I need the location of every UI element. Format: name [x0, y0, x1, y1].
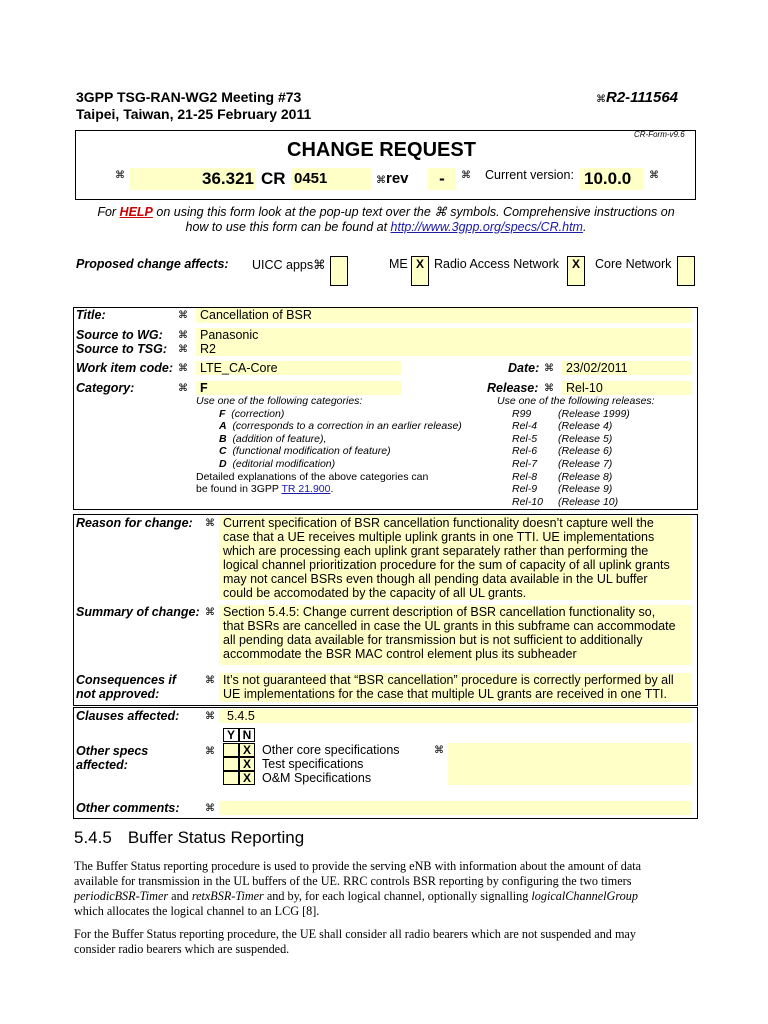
- work-item-label: Work item code:: [76, 361, 174, 375]
- rev-value[interactable]: -: [428, 168, 456, 190]
- summary-field[interactable]: Section 5.4.5: Change current description of BSR cancellation functionality so, that BSRs are cancelled in case the UL grants in this subframe can accommodate all pending data available for transmission but is not sufficient to additionally accommodate the BSR MAC control element plus its subheader: [219, 605, 692, 665]
- command-symbol-icon: ⌘: [205, 675, 215, 686]
- release-item: Rel-4 (Release 4): [512, 420, 613, 433]
- category-item: B (addition of feature),: [219, 432, 327, 445]
- category-item: A (corresponds to a correction in an earlier release): [219, 420, 462, 433]
- command-symbol-icon: ⌘: [596, 94, 606, 105]
- command-symbol-icon: ⌘: [205, 518, 215, 529]
- help-link[interactable]: HELP: [119, 205, 153, 219]
- spec-label: Other core specifications: [262, 743, 400, 757]
- command-symbol-icon: ⌘: [544, 383, 554, 394]
- command-symbol-icon: ⌘: [461, 170, 471, 181]
- meeting-location: Taipei, Taiwan, 21-25 February 2011: [76, 106, 312, 122]
- tr-21900-link[interactable]: TR 21.900: [281, 483, 331, 496]
- source-tsg-label: Source to TSG:: [76, 342, 167, 356]
- form-version: CR-Form-v9.6: [634, 130, 685, 139]
- work-item-field[interactable]: LTE_CA-Core: [196, 361, 402, 375]
- comments-label: Other comments:: [76, 801, 180, 815]
- title-label: Title:: [76, 308, 106, 322]
- command-symbol-icon: ⌘: [205, 607, 215, 618]
- release-item: R99 (Release 1999): [512, 407, 630, 420]
- command-symbol-icon: ⌘: [544, 363, 554, 374]
- source-wg-label: Source to WG:: [76, 328, 163, 342]
- reason-field[interactable]: Current specification of BSR cancellation functionality doesn’t capture well the case that a UE receives multiple uplink grants in one TTI. UE implementations which are processing each uplink grant separately rather than performing the logical channel prioritization procedure for the sum of capacity of all uplink grants may not cancel BSRs even though all pending data available in the UL buffer could be accomodated by the capacity of all UL grants.: [219, 516, 692, 600]
- section-heading: [74, 828, 304, 848]
- spec-label: O&M Specifications: [262, 771, 372, 785]
- summary-label: Summary of change:: [76, 605, 200, 619]
- date-label: Date:: [508, 361, 540, 375]
- command-symbol-icon: ⌘: [115, 170, 125, 181]
- spec-number[interactable]: 36.321: [130, 168, 256, 190]
- help-line2: how to use this form can be found at: [185, 219, 391, 234]
- uicc-checkbox[interactable]: [330, 256, 348, 286]
- category-label: Category:: [76, 381, 135, 395]
- doc-number-block: [596, 89, 678, 106]
- spec-yes-checkbox[interactable]: [223, 771, 239, 785]
- me-label: ME: [389, 257, 408, 271]
- command-symbol-icon: ⌘: [434, 745, 444, 756]
- core-checkbox[interactable]: [677, 256, 695, 286]
- release-item: Rel-9 (Release 9): [512, 483, 613, 496]
- spec-no-checkbox[interactable]: X: [239, 757, 255, 771]
- current-version-label: Current version:: [485, 168, 574, 182]
- other-specs-label-2: affected:: [76, 758, 128, 772]
- command-symbol-icon: ⌘: [376, 175, 386, 186]
- rev-group: [376, 168, 409, 192]
- release-field[interactable]: Rel-10: [562, 381, 692, 395]
- spec-yes-checkbox[interactable]: [223, 743, 239, 757]
- reason-label: Reason for change:: [76, 516, 193, 530]
- doc-number: R2-111564: [606, 89, 678, 106]
- no-column-header: N: [239, 728, 255, 742]
- command-symbol-icon: ⌘: [178, 330, 188, 341]
- help-end: .: [582, 219, 587, 234]
- cr-url-link[interactable]: http://www.3gpp.org/specs/CR.htm: [390, 219, 583, 234]
- clauses-label: Clauses affected:: [76, 709, 180, 723]
- cr-label: CR: [261, 169, 286, 188]
- command-symbol-icon: ⌘: [205, 803, 215, 814]
- change-request-title: CHANGE REQUEST: [287, 139, 476, 161]
- command-symbol-icon: ⌘: [205, 711, 215, 722]
- affects-label: Proposed change affects:: [76, 257, 229, 271]
- consequences-field[interactable]: It’s not guaranteed that “BSR cancellation” procedure is correctly performed by all UE implementations for the case that multiple UL grants are received in one TTI.: [219, 673, 692, 702]
- release-label: Release:: [487, 381, 539, 395]
- release-item: Rel-5 (Release 5): [512, 432, 613, 445]
- spec-no-checkbox[interactable]: X: [239, 771, 255, 785]
- help-text: [76, 205, 696, 234]
- section-title: Buffer Status Reporting: [127, 828, 305, 847]
- yes-column-header: Y: [223, 728, 239, 742]
- command-symbol-icon: ⌘: [178, 310, 188, 321]
- category-field[interactable]: F: [196, 381, 402, 395]
- category-item: C (functional modification of feature): [219, 445, 391, 458]
- core-label: Core Network: [595, 257, 672, 271]
- clauses-field[interactable]: 5.4.5: [219, 709, 692, 723]
- command-symbol-icon: ⌘: [178, 363, 188, 374]
- release-item: Rel-10 (Release 10): [512, 495, 619, 508]
- section-number: 5.4.5: [74, 828, 112, 847]
- spec-yes-checkbox[interactable]: [223, 757, 239, 771]
- consequences-label: Consequences if: [76, 673, 177, 687]
- ran-checkbox[interactable]: X: [567, 256, 585, 286]
- command-symbol-icon: ⌘: [205, 746, 215, 757]
- uicc-label: UICC apps⌘: [252, 258, 326, 272]
- category-detail-2: be found in 3GPP TR 21.900.: [196, 483, 334, 496]
- release-item: Rel-6 (Release 6): [512, 445, 613, 458]
- category-intro: Use one of the following categories:: [196, 395, 363, 407]
- section-paragraph-1: The Buffer Status reporting procedure is used to provide the serving eNB with information about the amount of data available for transmission in the UL buffers of the UE. RRC controls BSR reporting by configuring the two timers periodicBSR-Timer and retxBSR-Timer and by, for each logical channel, optionally signalling logicalChannelGroup which allocates the logical channel to an LCG [8].: [74, 859, 642, 918]
- other-specs-label: Other specs: [76, 744, 149, 758]
- rev-label: rev: [386, 170, 409, 187]
- release-item: Rel-7 (Release 7): [512, 458, 613, 470]
- category-item: D (editorial modification): [219, 458, 336, 470]
- section-paragraph-2: For the Buffer Status reporting procedure, the UE shall consider all radio bearers which are not suspended and may consider radio bearers which are suspended.: [74, 927, 636, 956]
- spec-no-checkbox[interactable]: X: [239, 743, 255, 757]
- help-pre: For: [97, 205, 120, 219]
- cr-number[interactable]: 0451: [291, 168, 371, 190]
- meeting-title: 3GPP TSG-RAN-WG2 Meeting #73: [76, 89, 302, 105]
- release-item: Rel-8 (Release 8): [512, 470, 613, 483]
- release-intro: Use one of the following releases:: [497, 395, 655, 407]
- command-symbol-icon: ⌘: [649, 170, 659, 181]
- comments-field[interactable]: [219, 801, 692, 815]
- category-item: F (correction): [219, 407, 285, 420]
- current-version[interactable]: 10.0.0: [580, 168, 644, 190]
- source-wg-field[interactable]: Panasonic: [196, 328, 692, 342]
- source-tsg-field[interactable]: R2: [196, 342, 692, 356]
- date-field[interactable]: 23/02/2011: [562, 361, 692, 375]
- help-mid: on using this form look at the pop-up text over the ⌘ symbols. Comprehensive instructions on: [152, 205, 675, 219]
- command-symbol-icon: ⌘: [178, 344, 188, 355]
- me-checkbox[interactable]: X: [411, 256, 429, 286]
- title-field[interactable]: Cancellation of BSR: [196, 308, 692, 323]
- command-symbol-icon: ⌘: [178, 383, 188, 394]
- ran-label: Radio Access Network: [434, 257, 560, 271]
- category-detail-1: Detailed explanations of the above categories can: [196, 470, 429, 483]
- other-specs-field[interactable]: [448, 743, 692, 785]
- spec-label: Test specifications: [262, 757, 364, 771]
- consequences-label-2: not approved:: [76, 687, 160, 701]
